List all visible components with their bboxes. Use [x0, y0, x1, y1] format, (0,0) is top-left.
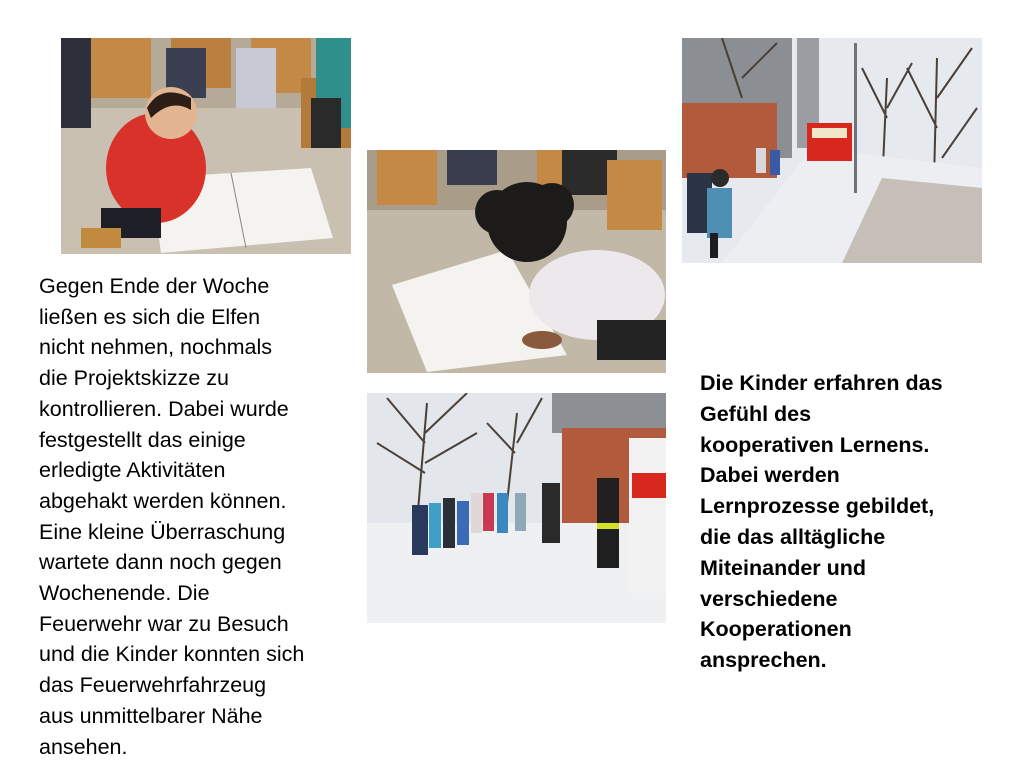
left-line: nicht nehmen, nochmals [39, 335, 273, 360]
photo-girl-drawing [367, 150, 666, 373]
left-line: Gegen Ende der Woche [39, 274, 270, 298]
photo-fire-truck-visit [367, 393, 666, 623]
left-line: ansehen. [39, 734, 128, 759]
right-description [700, 368, 1020, 676]
left-line: und die Kinder konnten sich [39, 642, 305, 667]
right-line: ansprechen. [700, 648, 827, 673]
right-line: verschiedene [700, 586, 838, 611]
left-line: abgehakt werden können. [39, 488, 287, 513]
right-line: Gefühl des [700, 401, 812, 426]
right-line: Lernprozesse gebildet, [700, 494, 935, 519]
photo-kids-walking-snow [682, 38, 982, 263]
right-line: Dabei werden [700, 463, 840, 488]
left-line: ließen es sich die Elfen [39, 304, 261, 329]
right-line: Kooperationen [700, 617, 852, 642]
right-line: Die Kinder erfahren das [700, 371, 943, 395]
right-line: kooperativen Lernens. [700, 432, 930, 457]
left-line: festgestellt das einige [39, 427, 246, 452]
left-description [39, 271, 369, 762]
left-line: Feuerwehr war zu Besuch [39, 611, 289, 636]
photo-boy-drawing [61, 38, 351, 254]
left-line: das Feuerwehrfahrzeug [39, 673, 267, 698]
left-line: die Projektskizze zu [39, 366, 229, 391]
left-line: erledigte Aktivitäten [39, 458, 226, 483]
right-line: Miteinander und [700, 555, 867, 580]
right-line: die das alltägliche [700, 524, 886, 549]
left-line: kontrollieren. Dabei wurde [39, 396, 289, 421]
left-line: wartete dann noch gegen [39, 550, 282, 575]
left-line: aus unmittelbarer Nähe [39, 703, 263, 728]
left-line: Wochenende. Die [39, 581, 210, 606]
left-line: Eine kleine Überraschung [39, 519, 286, 544]
